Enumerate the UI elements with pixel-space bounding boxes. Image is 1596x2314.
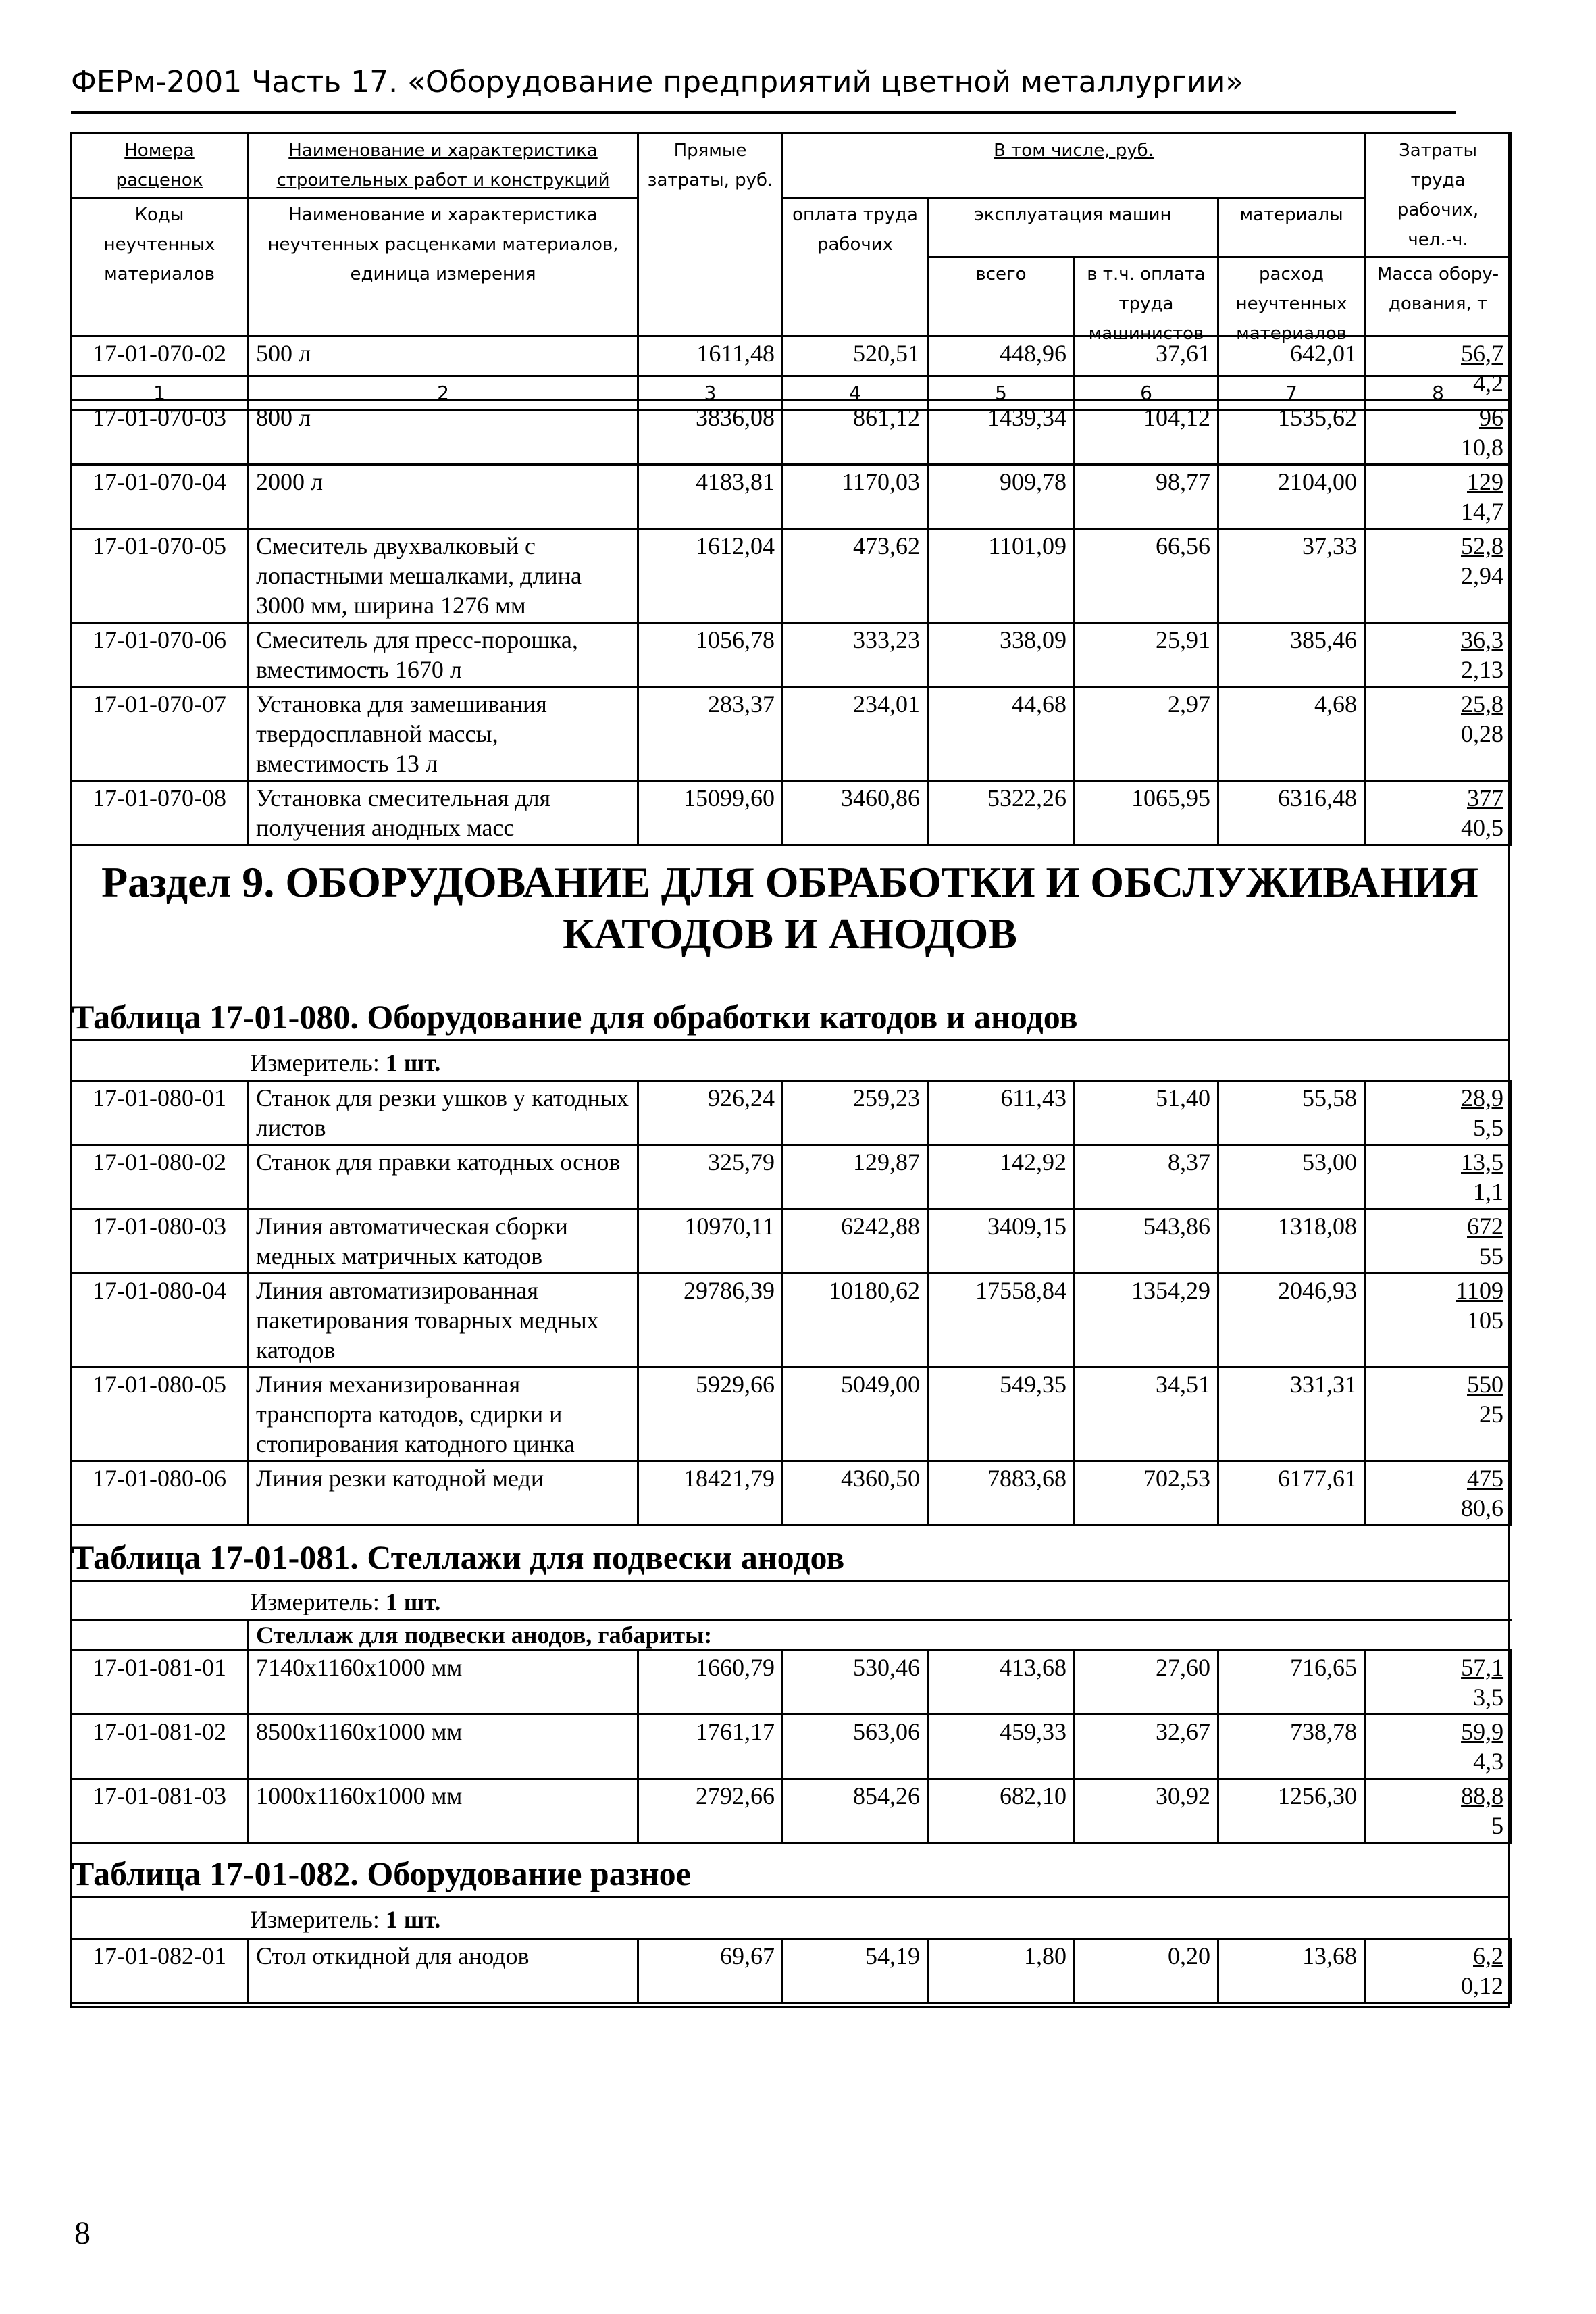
labor-pay: 54,19 <box>783 1939 928 2003</box>
equipment-mass: 40,5 <box>1461 814 1503 841</box>
labor-and-mass <box>1365 623 1512 687</box>
machinist-pay: 2,97 <box>1075 687 1218 781</box>
machinist-pay: 1065,95 <box>1075 781 1218 845</box>
table-row <box>71 1274 1512 1367</box>
labor-hours: 377 <box>1467 784 1503 811</box>
machinist-pay: 37,61 <box>1075 336 1218 401</box>
equipment-mass: 80,6 <box>1461 1494 1503 1521</box>
direct-costs: 69,67 <box>638 1939 783 2003</box>
table-080-meter: Измеритель: 1 шт. <box>250 1049 441 1076</box>
equipment-mass: 14,7 <box>1461 498 1503 525</box>
machines-total: 17558,84 <box>928 1274 1075 1367</box>
item-name: Линия автоматическая сборки медных матричных катодов <box>249 1209 638 1274</box>
direct-costs: 10970,11 <box>638 1209 783 1274</box>
direct-costs: 1611,48 <box>638 336 783 401</box>
labor-hours: 96 <box>1479 404 1503 431</box>
item-name: 800 л <box>249 401 638 465</box>
materials-cost: 4,68 <box>1218 687 1365 781</box>
table-row <box>71 401 1512 465</box>
materials-cost: 642,01 <box>1218 336 1365 401</box>
running-head: ФЕРм-2001 Часть 17. «Оборудование предприятий цветной металлургии» <box>71 65 1456 114</box>
labor-pay: 530,46 <box>783 1651 928 1715</box>
equipment-mass: 2,13 <box>1461 656 1503 683</box>
header-materials: материалы <box>1218 198 1365 257</box>
machinist-pay: 98,77 <box>1075 465 1218 529</box>
labor-hours: 475 <box>1467 1465 1503 1492</box>
machinist-pay: 8,37 <box>1075 1145 1218 1209</box>
materials-cost: 738,78 <box>1218 1715 1365 1779</box>
rate-code: 17-01-081-02 <box>71 1715 249 1779</box>
machinist-pay: 30,92 <box>1075 1779 1218 1843</box>
rate-code: 17-01-070-04 <box>71 465 249 529</box>
labor-hours: 28,9 <box>1461 1084 1503 1111</box>
direct-costs: 1761,17 <box>638 1715 783 1779</box>
machinist-pay: 543,86 <box>1075 1209 1218 1274</box>
header-machines-total: всего <box>928 257 1075 376</box>
item-name: 8500х1160х1000 мм <box>249 1715 638 1779</box>
direct-costs: 5929,66 <box>638 1367 783 1461</box>
equipment-mass: 105 <box>1467 1307 1503 1334</box>
machinist-pay: 66,56 <box>1075 529 1218 623</box>
table-081-title: Таблица 17-01-081. Стеллажи для подвески анодов <box>72 1538 845 1576</box>
item-name: 1000х1160х1000 мм <box>249 1779 638 1843</box>
header-labor-hours: Затраты труда рабочих, чел.-ч. <box>1365 134 1512 257</box>
rate-code: 17-01-080-05 <box>71 1367 249 1461</box>
subheader-spacer <box>71 1620 249 1651</box>
header-material-codes: Коды неучтенных материалов <box>71 198 249 376</box>
labor-and-mass <box>1365 1081 1512 1145</box>
rate-code: 17-01-080-03 <box>71 1209 249 1274</box>
item-name: Смеситель для пресс-порошка, вместимость 1670 л <box>249 623 638 687</box>
item-name: Установка для замешивания твердосплавной массы, вместимость 13 л <box>249 687 638 781</box>
equipment-mass: 3,5 <box>1473 1684 1504 1711</box>
labor-and-mass <box>1365 1209 1512 1274</box>
direct-costs: 325,79 <box>638 1145 783 1209</box>
machinist-pay: 0,20 <box>1075 1939 1218 2003</box>
labor-and-mass <box>1365 1367 1512 1461</box>
direct-costs: 2792,66 <box>638 1779 783 1843</box>
labor-pay: 6242,88 <box>783 1209 928 1274</box>
table-081-meter: Измеритель: 1 шт. <box>250 1588 441 1615</box>
table-row <box>71 623 1512 687</box>
table-row <box>71 1715 1512 1779</box>
title-rule <box>70 1896 1510 1898</box>
machines-total: 909,78 <box>928 465 1075 529</box>
labor-and-mass <box>1365 1461 1512 1526</box>
header-material-names: Наименование и характеристика неучтенных расценками материалов, единица измерения <box>249 198 638 376</box>
machines-total: 5322,26 <box>928 781 1075 845</box>
table-070-rows <box>70 335 1512 846</box>
labor-pay: 10180,62 <box>783 1274 928 1367</box>
machines-total: 7883,68 <box>928 1461 1075 1526</box>
item-name: Линия механизированная транспорта катодов, сдирки и стопирования катодного цинка <box>249 1367 638 1461</box>
machinist-pay: 1354,29 <box>1075 1274 1218 1367</box>
equipment-mass: 2,94 <box>1461 562 1503 589</box>
labor-pay: 861,12 <box>783 401 928 465</box>
machines-total: 3409,15 <box>928 1209 1075 1274</box>
table-row <box>71 1779 1512 1843</box>
direct-costs: 1612,04 <box>638 529 783 623</box>
table-row <box>71 1209 1512 1274</box>
table-081-rows <box>70 1619 1512 1844</box>
column-number: 4 <box>783 376 928 411</box>
labor-pay: 259,23 <box>783 1081 928 1145</box>
direct-costs: 1056,78 <box>638 623 783 687</box>
machinist-pay: 25,91 <box>1075 623 1218 687</box>
equipment-mass: 0,12 <box>1461 1972 1503 1999</box>
labor-pay: 1170,03 <box>783 465 928 529</box>
labor-and-mass <box>1365 1779 1512 1843</box>
table-row <box>71 1651 1512 1715</box>
item-name: 2000 л <box>249 465 638 529</box>
rate-code: 17-01-081-01 <box>71 1651 249 1715</box>
machines-total: 1439,34 <box>928 401 1075 465</box>
labor-and-mass <box>1365 465 1512 529</box>
materials-cost: 2046,93 <box>1218 1274 1365 1367</box>
header-including: В том числе, руб. <box>783 134 1365 198</box>
labor-hours: 672 <box>1467 1213 1503 1240</box>
machinist-pay: 27,60 <box>1075 1651 1218 1715</box>
labor-pay: 5049,00 <box>783 1367 928 1461</box>
equipment-mass: 4,2 <box>1473 370 1503 397</box>
direct-costs: 283,37 <box>638 687 783 781</box>
table-row <box>71 1145 1512 1209</box>
header-machinist-pay: в т.ч. оплата труда машинистов <box>1075 257 1218 376</box>
machines-total: 44,68 <box>928 687 1075 781</box>
labor-pay: 4360,50 <box>783 1461 928 1526</box>
materials-cost: 716,65 <box>1218 1651 1365 1715</box>
labor-pay: 3460,86 <box>783 781 928 845</box>
labor-and-mass <box>1365 781 1512 845</box>
direct-costs: 18421,79 <box>638 1461 783 1526</box>
labor-hours: 52,8 <box>1461 532 1503 559</box>
machines-total: 448,96 <box>928 336 1075 401</box>
materials-cost: 53,00 <box>1218 1145 1365 1209</box>
column-number: 7 <box>1218 376 1365 411</box>
table-080-rows <box>70 1080 1512 1526</box>
header-equipment-mass: Масса обору- дования, т <box>1365 257 1512 376</box>
labor-and-mass <box>1365 1145 1512 1209</box>
labor-hours: 129 <box>1467 468 1503 495</box>
column-number: 1 <box>71 376 249 411</box>
item-name: Линия резки катодной меди <box>249 1461 638 1526</box>
direct-costs: 15099,60 <box>638 781 783 845</box>
table-082-rows <box>70 1938 1512 2004</box>
header-labor-pay: оплата труда рабочих <box>783 198 928 376</box>
labor-and-mass <box>1365 1274 1512 1367</box>
materials-cost: 385,46 <box>1218 623 1365 687</box>
item-name: Линия автоматизированная пакетирования товарных медных катодов <box>249 1274 638 1367</box>
equipment-mass: 1,1 <box>1473 1178 1503 1205</box>
labor-hours: 13,5 <box>1461 1149 1503 1176</box>
materials-cost: 1535,62 <box>1218 401 1365 465</box>
header-material-consumption: расход неучтенных материалов <box>1218 257 1365 376</box>
materials-cost: 331,31 <box>1218 1367 1365 1461</box>
labor-hours: 25,8 <box>1461 690 1503 718</box>
table-row <box>71 1367 1512 1461</box>
machinist-pay: 104,12 <box>1075 401 1218 465</box>
rate-code: 17-01-070-02 <box>71 336 249 401</box>
machinist-pay: 34,51 <box>1075 1367 1218 1461</box>
labor-pay: 234,01 <box>783 687 928 781</box>
page-number: 8 <box>74 2215 91 2251</box>
equipment-mass: 5 <box>1491 1812 1504 1839</box>
rate-code: 17-01-080-06 <box>71 1461 249 1526</box>
rate-code: 17-01-082-01 <box>71 1939 249 2003</box>
header-rate-number: Номера расценок <box>71 134 249 198</box>
labor-and-mass <box>1365 1651 1512 1715</box>
labor-pay: 473,62 <box>783 529 928 623</box>
machines-total: 549,35 <box>928 1367 1075 1461</box>
machines-total: 413,68 <box>928 1651 1075 1715</box>
materials-cost: 6316,48 <box>1218 781 1365 845</box>
table-082-meter: Измеритель: 1 шт. <box>250 1906 441 1933</box>
direct-costs: 29786,39 <box>638 1274 783 1367</box>
labor-hours: 1109 <box>1456 1277 1503 1304</box>
direct-costs: 1660,79 <box>638 1651 783 1715</box>
title-rule <box>70 1580 1510 1582</box>
column-number: 3 <box>638 376 783 411</box>
title-rule <box>70 1039 1510 1041</box>
materials-cost: 2104,00 <box>1218 465 1365 529</box>
labor-and-mass <box>1365 401 1512 465</box>
rate-code: 17-01-081-03 <box>71 1779 249 1843</box>
rate-code: 17-01-080-04 <box>71 1274 249 1367</box>
equipment-mass: 55 <box>1479 1242 1503 1269</box>
labor-hours: 57,1 <box>1461 1654 1504 1681</box>
rate-code: 17-01-070-03 <box>71 401 249 465</box>
item-name: Станок для правки катодных основ <box>249 1145 638 1209</box>
labor-pay: 520,51 <box>783 336 928 401</box>
column-number: 5 <box>928 376 1075 411</box>
column-number: 6 <box>1075 376 1218 411</box>
header-work-name: Наименование и характеристика строительных работ и конструкций <box>249 134 638 198</box>
materials-cost: 55,58 <box>1218 1081 1365 1145</box>
labor-and-mass <box>1365 1715 1512 1779</box>
machines-total: 459,33 <box>928 1715 1075 1779</box>
rate-code: 17-01-070-06 <box>71 623 249 687</box>
machines-total: 1101,09 <box>928 529 1075 623</box>
equipment-mass: 4,3 <box>1473 1748 1504 1775</box>
machines-total: 338,09 <box>928 623 1075 687</box>
materials-cost: 1318,08 <box>1218 1209 1365 1274</box>
materials-cost: 37,33 <box>1218 529 1365 623</box>
header-machines: эксплуатация машин <box>928 198 1218 257</box>
materials-cost: 1256,30 <box>1218 1779 1365 1843</box>
direct-costs: 926,24 <box>638 1081 783 1145</box>
equipment-mass: 25 <box>1479 1401 1503 1428</box>
machines-total: 682,10 <box>928 1779 1075 1843</box>
labor-and-mass <box>1365 1939 1512 2003</box>
equipment-mass: 0,28 <box>1461 720 1503 747</box>
machines-total: 1,80 <box>928 1939 1075 2003</box>
labor-hours: 56,7 <box>1461 340 1503 367</box>
direct-costs: 4183,81 <box>638 465 783 529</box>
item-name: Станок для резки ушков у катодных листов <box>249 1081 638 1145</box>
table-row <box>71 687 1512 781</box>
labor-pay: 563,06 <box>783 1715 928 1779</box>
header-direct-costs: Прямые затраты, руб. <box>638 134 783 376</box>
table-row <box>71 1939 1512 2003</box>
materials-cost: 6177,61 <box>1218 1461 1365 1526</box>
item-name: Смеситель двухвалковый с лопастными мешалками, длина 3000 мм, ширина 1276 мм <box>249 529 638 623</box>
labor-and-mass <box>1365 336 1512 401</box>
labor-hours: 88,8 <box>1461 1782 1504 1809</box>
item-name: 500 л <box>249 336 638 401</box>
table-081-subheader: Стеллаж для подвески анодов, габариты: <box>249 1620 1512 1651</box>
rate-code: 17-01-070-08 <box>71 781 249 845</box>
table-row <box>71 1461 1512 1526</box>
table-082-title: Таблица 17-01-082. Оборудование разное <box>72 1855 691 1892</box>
machinist-pay: 702,53 <box>1075 1461 1218 1526</box>
column-number: 8 <box>1365 376 1512 411</box>
rate-code: 17-01-070-07 <box>71 687 249 781</box>
labor-hours: 59,9 <box>1461 1718 1504 1745</box>
machinist-pay: 32,67 <box>1075 1715 1218 1779</box>
labor-and-mass <box>1365 529 1512 623</box>
table-row <box>71 781 1512 845</box>
table-row <box>71 1081 1512 1145</box>
rate-code: 17-01-080-01 <box>71 1081 249 1145</box>
column-number: 2 <box>249 376 638 411</box>
table-row <box>71 465 1512 529</box>
machinist-pay: 51,40 <box>1075 1081 1218 1145</box>
equipment-mass: 10,8 <box>1461 434 1503 461</box>
equipment-mass: 5,5 <box>1473 1114 1503 1141</box>
item-name: Установка смесительная для получения анодных масс <box>249 781 638 845</box>
materials-cost: 13,68 <box>1218 1939 1365 2003</box>
item-name: 7140х1160х1000 мм <box>249 1651 638 1715</box>
table-080-title: Таблица 17-01-080. Оборудование для обработки катодов и анодов <box>72 998 1078 1036</box>
labor-and-mass <box>1365 687 1512 781</box>
machines-total: 611,43 <box>928 1081 1075 1145</box>
machines-total: 142,92 <box>928 1145 1075 1209</box>
section-title: Раздел 9. ОБОРУДОВАНИЕ ДЛЯ ОБРАБОТКИ И ОБСЛУЖИВАНИЯ КАТОДОВ И АНОДОВ <box>101 858 1478 957</box>
labor-hours: 6,2 <box>1473 1942 1503 1969</box>
item-name: Стол откидной для анодов <box>249 1939 638 2003</box>
table-row <box>71 336 1512 401</box>
rate-code: 17-01-070-05 <box>71 529 249 623</box>
table-row <box>71 529 1512 623</box>
labor-pay: 129,87 <box>783 1145 928 1209</box>
labor-hours: 36,3 <box>1461 626 1503 653</box>
labor-pay: 854,26 <box>783 1779 928 1843</box>
direct-costs: 3836,08 <box>638 401 783 465</box>
labor-hours: 550 <box>1467 1371 1503 1398</box>
labor-pay: 333,23 <box>783 623 928 687</box>
rate-code: 17-01-080-02 <box>71 1145 249 1209</box>
